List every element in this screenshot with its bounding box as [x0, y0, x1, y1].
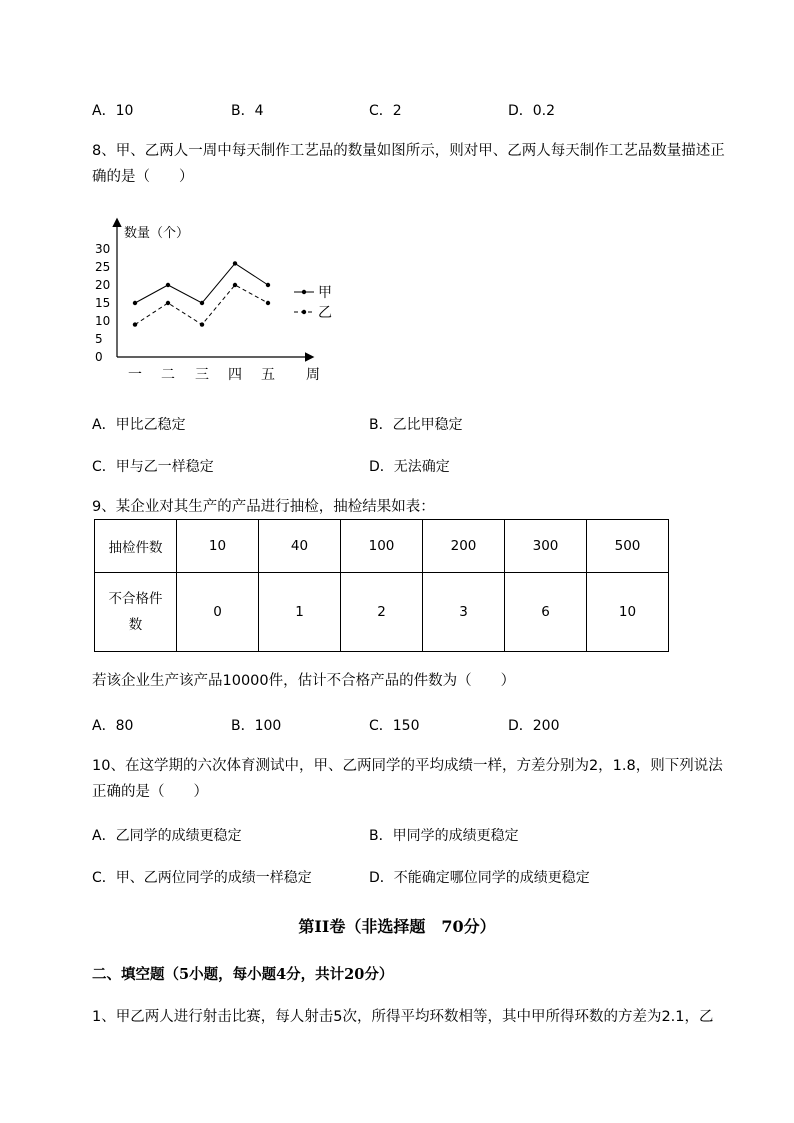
table-cell: 0: [177, 573, 259, 652]
q9-stem: 9、某企业对其生产的产品进行抽检，抽检结果如表：: [92, 499, 435, 515]
table-cell: 10: [587, 573, 669, 652]
table-cell: 6: [505, 573, 587, 652]
table-cell: 40: [259, 520, 341, 573]
y-tick-label: 10: [95, 314, 111, 328]
table-cell: 3: [423, 573, 505, 652]
q9-sample-table: [94, 519, 669, 652]
data-point: [233, 283, 237, 287]
y-tick-label: 0: [95, 350, 103, 364]
legend-label: 乙: [318, 305, 332, 321]
legend-marker: [302, 310, 306, 314]
q7-option-d: D．0.2: [508, 103, 556, 119]
q8-stem-line1: 8、甲、乙两人一周中每天制作工艺品的数量如图所示，则对甲、乙两人每天制作工艺品数量描述正: [92, 143, 725, 159]
table-cell: 10: [177, 520, 259, 573]
x-tick-label: 一: [128, 367, 142, 383]
data-point: [200, 322, 204, 326]
table-cell: 2: [341, 573, 423, 652]
q10-option-b: B．甲同学的成绩更稳定: [369, 828, 519, 844]
data-point: [166, 301, 170, 305]
series-line-1: [135, 263, 268, 303]
q9-option-b: B．100: [231, 718, 282, 734]
table-cell: 100: [341, 520, 423, 573]
table-cell: 300: [505, 520, 587, 573]
q7-option-a: A．10: [92, 103, 134, 119]
table-row: [95, 520, 669, 573]
q8-option-b: B．乙比甲稳定: [369, 417, 463, 433]
q8-option-a: A．甲比乙稳定: [92, 417, 186, 433]
q7-option-b: B．4: [231, 103, 264, 119]
y-tick-label: 20: [95, 278, 111, 292]
legend-marker: [302, 290, 306, 294]
legend-label: 甲: [318, 285, 332, 301]
fill-q1-stem: 1、甲乙两人进行射击比赛，每人射击5次，所得平均环数相等，其中甲所得环数的方差为2.1，乙: [92, 1009, 714, 1025]
table-row: [95, 573, 669, 652]
table-cell: 1: [259, 573, 341, 652]
data-point: [266, 283, 270, 287]
table-header-line: 不合格件: [108, 591, 163, 607]
data-point: [200, 301, 204, 305]
table-cell: 200: [423, 520, 505, 573]
table-cell: 500: [587, 520, 669, 573]
q9-option-d: D．200: [508, 718, 560, 734]
q10-stem-line1: 10、在这学期的六次体育测试中，甲、乙两同学的平均成绩一样，方差分别为2，1.8，则下列说法: [92, 758, 723, 774]
q10-option-d: D．不能确定哪位同学的成绩更稳定: [369, 870, 590, 886]
x-tick-label: 五: [261, 367, 275, 383]
q8-stem-line2: 确的是（ ）: [92, 169, 194, 185]
table-header-cell: 抽检件数: [95, 520, 177, 573]
q10-option-c: C．甲、乙两位同学的成绩一样稳定: [92, 870, 312, 886]
x-tick-label: 二: [161, 367, 175, 383]
data-point: [133, 301, 137, 305]
y-axis-label: 数量（个）: [124, 226, 190, 241]
y-tick-label: 30: [95, 242, 111, 256]
table-header-line: 数: [128, 617, 143, 633]
q7-option-c: C．2: [369, 103, 402, 119]
section-heading: 二、填空题（5小题，每小题4分，共计20分）: [92, 966, 394, 983]
x-tick-label: 三: [195, 367, 209, 383]
q9-option-a: A．80: [92, 718, 134, 734]
data-point: [233, 261, 237, 265]
table-header-cell: [95, 573, 177, 652]
y-tick-label: 5: [95, 332, 103, 346]
q9-question: 若该企业生产该产品10000件，估计不合格产品的件数为（ ）: [92, 673, 516, 689]
data-point: [166, 283, 170, 287]
x-axis-label: 周: [306, 367, 320, 383]
y-tick-label: 25: [95, 260, 111, 274]
x-tick-label: 四: [228, 367, 242, 383]
q10-option-a: A．乙同学的成绩更稳定: [92, 828, 242, 844]
data-point: [133, 322, 137, 326]
data-point: [266, 301, 270, 305]
q10-stem-line2: 正确的是（ ）: [92, 784, 208, 800]
q8-line-chart: [90, 212, 350, 387]
q8-option-d: D．无法确定: [369, 459, 450, 475]
q9-option-c: C．150: [369, 718, 420, 734]
part2-title: 第II卷（非选择题 70分）: [298, 917, 496, 936]
y-tick-label: 15: [95, 296, 111, 310]
q8-option-c: C．甲与乙一样稳定: [92, 459, 214, 475]
